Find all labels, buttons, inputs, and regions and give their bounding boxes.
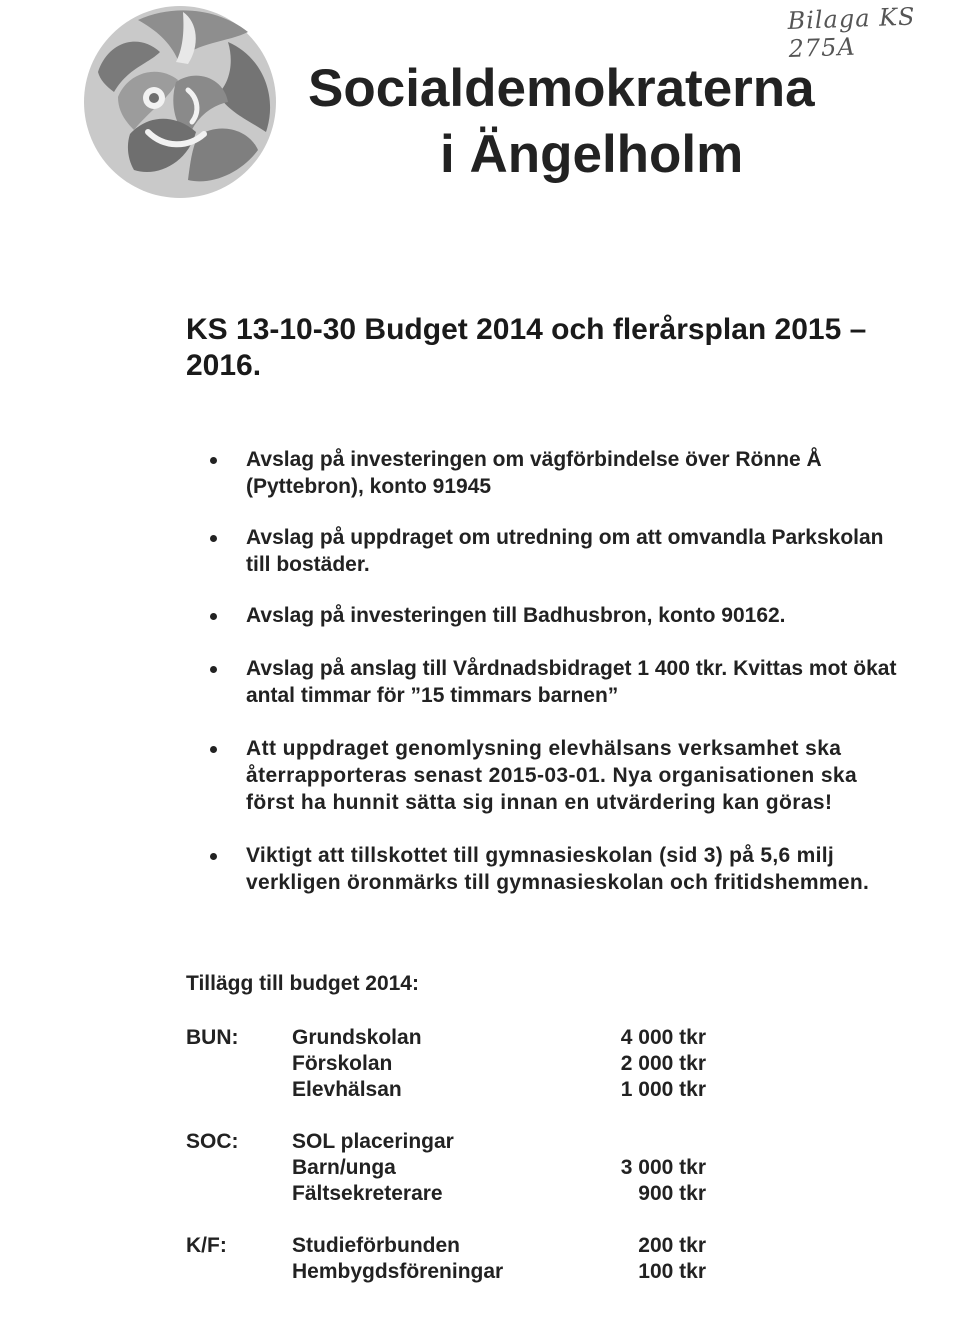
bullet-text: Avslag på anslag till Vårdnadsbidraget 1 400 tkr. Kvittas mot ökat antal timmar för ”15 timmars barnen” (246, 657, 897, 707)
budget-addendum-heading: Tillägg till budget 2014: (186, 972, 419, 995)
budget-row (292, 1182, 712, 1208)
organization-title-line-1: Socialdemokraterna (308, 59, 815, 118)
budget-amount: 900 tkr (638, 1182, 706, 1205)
bullet-item (208, 842, 908, 896)
bullet-dot-icon (210, 853, 217, 860)
bullet-text: Avslag på investeringen till Badhusbron, konto 90162. (246, 604, 786, 627)
organization-title (308, 56, 928, 188)
budget-item: Studieförbunden (292, 1234, 460, 1257)
budget-row (292, 1234, 712, 1260)
budget-row (292, 1156, 712, 1182)
budget-item: Elevhälsan (292, 1078, 402, 1101)
budget-rows (292, 1130, 712, 1208)
budget-item: Fältsekreterare (292, 1182, 443, 1205)
bullet-text: Viktigt att tillskottet till gymnasieskolan (sid 3) på 5,6 milj verkligen öronmärks till gymnasieskolan och fritidshemmen. (246, 844, 870, 894)
budget-row (292, 1260, 712, 1286)
budget-amount: 3 000 tkr (620, 1156, 706, 1179)
bullet-text: Avslag på uppdraget om utredning om att omvandla Parkskolan till bostäder. (246, 526, 884, 576)
budget-row (292, 1130, 712, 1156)
handwritten-annotation: Bilaga KS 275A (787, 2, 916, 63)
bullet-item (208, 524, 908, 578)
bullet-dot-icon (210, 746, 217, 753)
budget-rows (292, 1234, 712, 1286)
budget-item: Förskolan (292, 1052, 393, 1075)
organization-title-line-2: i Ängelholm (440, 125, 744, 184)
budget-amount: 2 000 tkr (620, 1052, 706, 1075)
bullet-item (208, 446, 908, 500)
budget-rows (292, 1026, 712, 1104)
document-heading: KS 13-10-30 Budget 2014 och flerårsplan 2015 – 2016. (186, 313, 867, 382)
bullet-item (208, 655, 908, 709)
budget-item: Hembygdsföreningar (292, 1260, 504, 1283)
bullet-text: Avslag på investeringen om vägförbindelse över Rönne Å (Pyttebron), konto 91945 (246, 448, 822, 498)
bullet-dot-icon (210, 457, 217, 464)
budget-group-label: SOC: (186, 1130, 239, 1153)
bullet-dot-icon (210, 666, 217, 673)
budget-amount: 200 tkr (638, 1234, 706, 1257)
motion-bullet-list (208, 446, 908, 896)
bullet-item (208, 735, 908, 816)
rose-logo-icon (78, 2, 283, 202)
budget-item: Grundskolan (292, 1026, 422, 1049)
bullet-text: Att uppdraget genomlysning elevhälsans verksamhet ska återrapporteras senast 2015-03-01. Nya organisationen ska först ha hunnit sätta sig innan en utvärdering kan göras! (246, 737, 858, 814)
bullet-item (208, 602, 908, 629)
budget-group-label: BUN: (186, 1026, 239, 1049)
budget-amount: 100 tkr (638, 1260, 706, 1283)
budget-row (292, 1026, 712, 1052)
budget-group-label: K/F: (186, 1234, 227, 1257)
bullet-dot-icon (210, 613, 217, 620)
budget-item: Barn/unga (292, 1156, 396, 1179)
bullet-dot-icon (210, 535, 217, 542)
budget-row (292, 1078, 712, 1104)
budget-amount: 4 000 tkr (620, 1026, 706, 1049)
budget-row (292, 1052, 712, 1078)
budget-amount: 1 000 tkr (620, 1078, 706, 1101)
budget-item: SOL placeringar (292, 1130, 454, 1153)
